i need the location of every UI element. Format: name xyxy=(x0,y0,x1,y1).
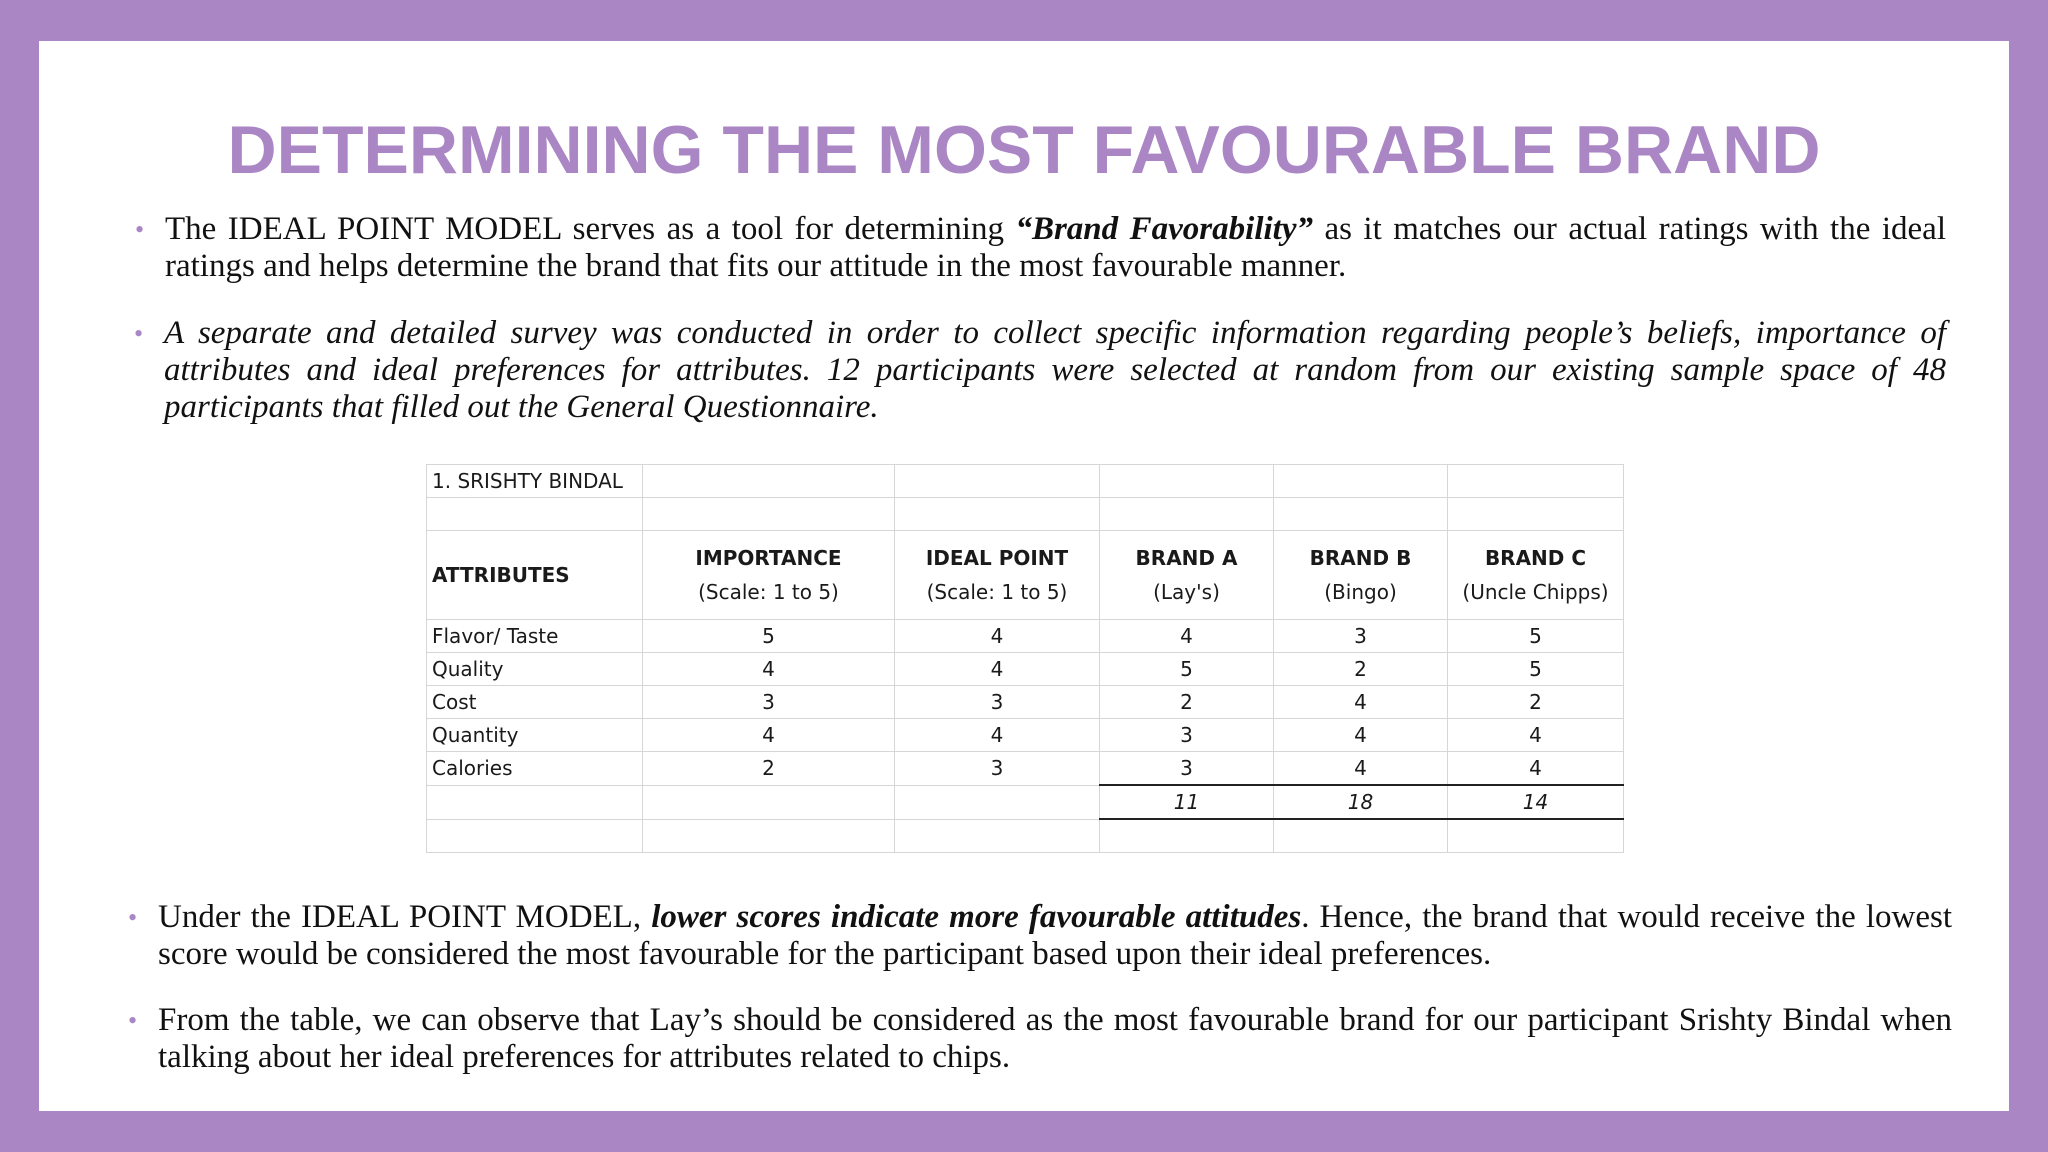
cell-ideal: 4 xyxy=(895,620,1100,653)
table-row xyxy=(427,620,1624,653)
bullet-text: From the table, we can observe that Lay’s should be considered as the most favourable brand for our participant Srishty Bindal when talking about her ideal preferences for attributes related to chips. xyxy=(158,1002,1952,1075)
cell-ideal: 3 xyxy=(895,752,1100,786)
cell-ideal: 4 xyxy=(895,719,1100,752)
cell-brand-b: 4 xyxy=(1274,686,1448,719)
bullet-dot-icon: • xyxy=(135,215,145,244)
header-brand-b: BRAND B (Bingo) xyxy=(1274,531,1448,620)
bullet-text-post: as it matches our actual ratings with the ideal ratings and helps determine the brand that fits our attitude in the most favourable manner. xyxy=(165,211,1946,284)
cell-brand-a: 5 xyxy=(1100,653,1274,686)
cell-importance: 3 xyxy=(643,686,895,719)
bullet-dot-icon: • xyxy=(128,1006,138,1035)
cell-attribute: Cost xyxy=(427,686,643,719)
total-brand-a: 11 xyxy=(1100,785,1274,819)
slide xyxy=(39,41,2009,1111)
cell-attribute: Flavor/ Taste xyxy=(427,620,643,653)
bullet-ideal-point-model xyxy=(135,211,1946,285)
slide-title: DETERMINING THE MOST FAVOURABLE BRAND xyxy=(227,112,1821,188)
bullet-text-emphasis: “Brand Favorability” xyxy=(1015,211,1313,247)
table-row xyxy=(427,653,1624,686)
cell-brand-c: 4 xyxy=(1448,719,1624,752)
cell-ideal: 3 xyxy=(895,686,1100,719)
header-ideal-point: IDEAL POINT (Scale: 1 to 5) xyxy=(895,531,1100,620)
cell-brand-c: 5 xyxy=(1448,620,1624,653)
cell-brand-c: 2 xyxy=(1448,686,1624,719)
cell-ideal: 4 xyxy=(895,653,1100,686)
cell-brand-b: 2 xyxy=(1274,653,1448,686)
cell-attribute: Quantity xyxy=(427,719,643,752)
header-brand-c: BRAND C (Uncle Chipps) xyxy=(1448,531,1624,620)
bullet-text-pre: The IDEAL POINT MODEL serves as a tool for determining xyxy=(165,211,1016,247)
bullet-text-pre: Under the IDEAL POINT MODEL, xyxy=(158,899,652,935)
total-brand-b: 18 xyxy=(1274,785,1448,819)
cell-brand-a: 2 xyxy=(1100,686,1274,719)
bullet-dot-icon: • xyxy=(134,319,144,348)
bullet-lower-scores xyxy=(128,899,1952,973)
bullet-text-post: . Hence, the brand that would receive the lowest score would be considered the most favourable for the participant based upon their ideal preferences. xyxy=(158,899,1952,972)
table-totals-row xyxy=(427,785,1624,819)
bullet-text-emphasis: lower scores indicate more favourable attitudes xyxy=(651,899,1302,935)
cell-brand-a: 3 xyxy=(1100,752,1274,786)
table-header-row xyxy=(427,531,1624,620)
table-row xyxy=(427,465,1624,498)
cell-importance: 5 xyxy=(643,620,895,653)
bullet-dot-icon: • xyxy=(128,903,138,932)
cell-attribute: Quality xyxy=(427,653,643,686)
cell-brand-a: 4 xyxy=(1100,620,1274,653)
header-brand-a: BRAND A (Lay's) xyxy=(1100,531,1274,620)
bullet-text: A separate and detailed survey was conducted in order to collect specific information regarding people’s beliefs, importance of attributes and ideal preferences for attributes. 12 participants were selected at random from our existing sample space of 48 participants that filled out the General Questionnaire. xyxy=(164,315,1946,425)
header-importance: IMPORTANCE (Scale: 1 to 5) xyxy=(643,531,895,620)
bullet-survey xyxy=(134,315,1946,426)
cell-attribute: Calories xyxy=(427,752,643,786)
total-brand-c: 14 xyxy=(1448,785,1624,819)
cell-importance: 4 xyxy=(643,719,895,752)
table-row xyxy=(427,819,1624,853)
table-row xyxy=(427,498,1624,531)
ratings-table xyxy=(426,464,1624,853)
table-row xyxy=(427,719,1624,752)
bullet-conclusion xyxy=(128,1002,1952,1076)
cell-importance: 4 xyxy=(643,653,895,686)
cell-importance: 2 xyxy=(643,752,895,786)
cell-brand-a: 3 xyxy=(1100,719,1274,752)
cell-brand-b: 4 xyxy=(1274,752,1448,786)
cell-brand-c: 4 xyxy=(1448,752,1624,786)
ratings-table-container xyxy=(426,464,1624,853)
header-attributes: ATTRIBUTES xyxy=(427,531,643,620)
cell-brand-b: 3 xyxy=(1274,620,1448,653)
table-row xyxy=(427,686,1624,719)
cell-brand-b: 4 xyxy=(1274,719,1448,752)
table-row xyxy=(427,752,1624,786)
participant-name: 1. SRISHTY BINDAL xyxy=(427,465,643,498)
cell-brand-c: 5 xyxy=(1448,653,1624,686)
